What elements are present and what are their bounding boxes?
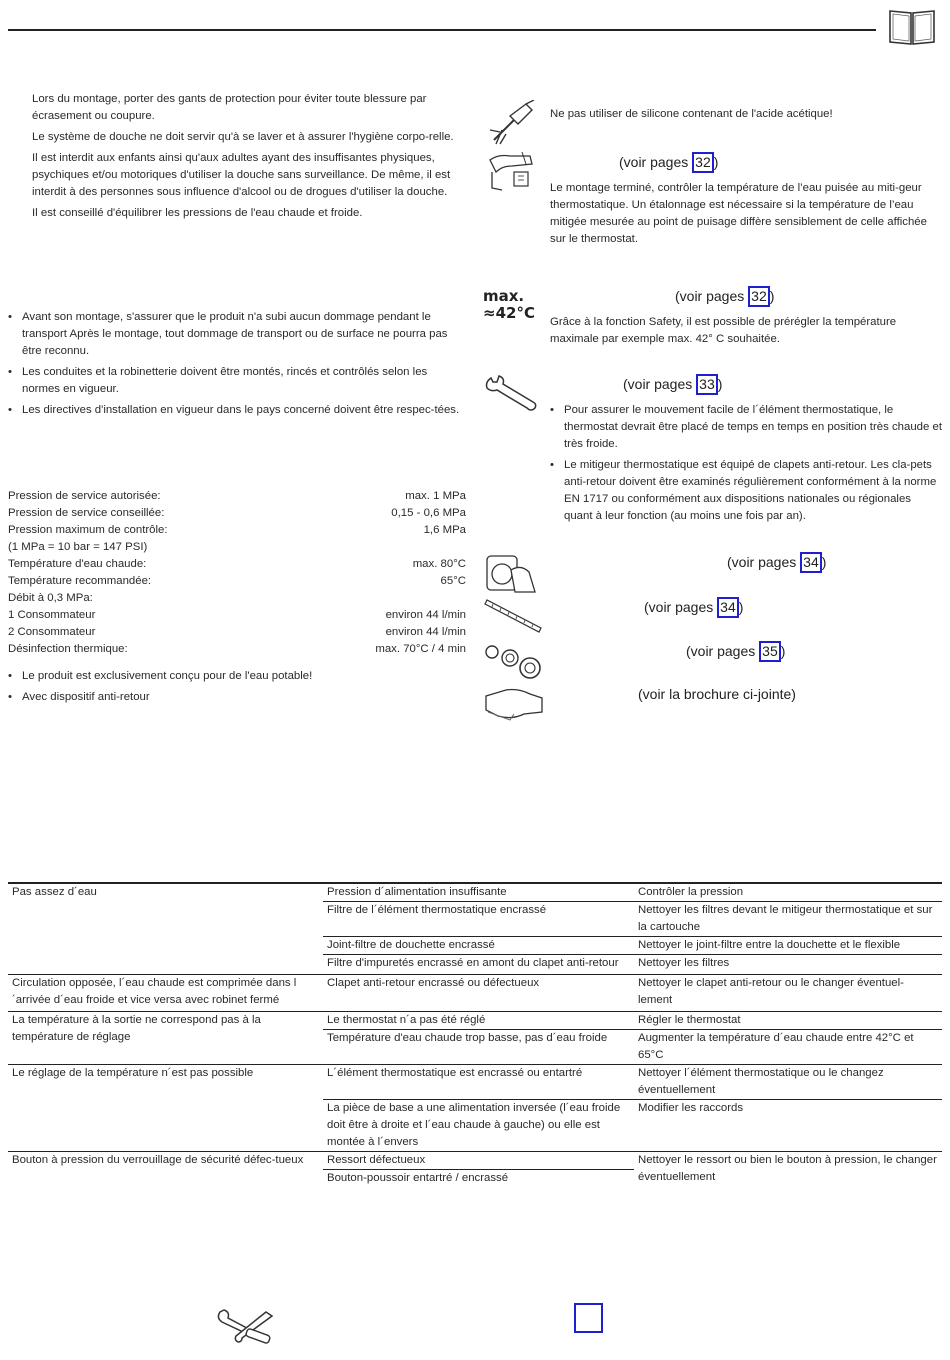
table-row: Filtre de l´élément thermostatique encrassé Nettoyer les filtres devant le mitigeur thermostatique et sur la cartouche — [8, 902, 942, 937]
page-link[interactable]: 34 — [717, 597, 739, 618]
calibration-page-reference: (voir pages 32 ) — [619, 152, 718, 173]
list-item: • Pour assurer le mouvement facile de l´élément thermostatique, le thermostat devrait être placé de temps en temps en position très chaude et très froide. — [550, 402, 942, 453]
max-temperature-symbol: max. ≈42°C — [483, 287, 535, 322]
spare-parts-page-reference: (voir pages 35 ) — [686, 641, 785, 662]
list-item: • Les conduites et la robinetterie doivent être montés, rincés et contrôlés selon les normes en vigueur. — [8, 364, 468, 398]
wrench-icon — [483, 374, 541, 414]
thermometer-hand-icon — [488, 150, 538, 192]
operation-page-reference: (voir pages 34 ) — [727, 552, 826, 573]
thermostat-handle-icon — [485, 554, 537, 596]
maintenance-page-reference: (voir pages 33 ) — [623, 374, 722, 395]
open-book-icon — [887, 8, 937, 46]
dimensions-page-reference: (voir pages 34 ) — [644, 597, 743, 618]
table-row: Température d'eau chaude trop basse, pas d´eau froide Augmenter la température d´eau chaude entre 42°C et 65°C — [8, 1030, 942, 1065]
spec-row: 2 Consommateur environ 44 l/min — [8, 626, 466, 638]
page-number-box — [574, 1303, 603, 1333]
safety-function-text: Grâce à la fonction Safety, il est possible de prérégler la température maximale par exemple max. 42° C souhaitée. — [550, 316, 897, 345]
list-item: • Le produit est exclusivement conçu pour de l'eau potable! — [8, 668, 466, 685]
list-item: • Avant son montage, s'assurer que le produit n'a subi aucun dommage pendant le transport Après le montage, tout dommage de transport ou de surface ne pourra pas être reconnu. — [8, 309, 468, 360]
list-item: • Les directives d'installation en vigueur dans le pays concerné doivent être respec-tées. — [8, 402, 468, 419]
header-rule — [8, 29, 876, 31]
cleaning-brochure-reference: (voir la brochure ci-jointe) — [638, 686, 796, 702]
table-row: Bouton à pression du verrouillage de sécurité défec-tueux Ressort défectueux Nettoyer le ressort ou bien le bouton à pression, le changer éventuellement — [8, 1152, 942, 1170]
table-row: Filtre d'impuretés encrassé en amont du clapet anti-retour Nettoyer les filtres — [8, 955, 942, 975]
installation-notes — [8, 309, 468, 423]
safety-notes — [32, 91, 466, 226]
cleaning-hand-icon — [484, 686, 544, 722]
table-row: Bouton-poussoir entartré / encrassé — [8, 1170, 942, 1188]
list-item: • Avec dispositif anti-retour — [8, 689, 466, 706]
spec-row: Débit à 0,3 MPa: — [8, 592, 93, 604]
table-row: Circulation opposée, l´eau chaude est comprimée dans l´arrivée d´eau froide et vice versa avec robinet fermé Clapet anti-retour encrassé ou défectueux Nettoyer le clapet anti-retour ou le changer éventuel-lement — [8, 975, 942, 1012]
table-row: Le réglage de la température n´est pas possible L´élément thermostatique est encrassé ou entartré Nettoyer l´élément thermostatique ou le changez éventuellement — [8, 1065, 942, 1100]
tools-icon — [216, 1306, 274, 1348]
calibration-text: Le montage terminé, contrôler la température de l’eau puisée au miti-geur thermostatique. Un étalonnage est nécessaire si la température de l’eau mitigée mesurée au point de puisage diffère sensiblement de celle affichée sur le thermostat. — [550, 182, 927, 245]
spare-parts-icon — [484, 640, 542, 682]
table-row: Pas assez d´eau Pression d´alimentation insuffisante Contrôler la pression — [8, 883, 942, 902]
spec-row: 1 Consommateur environ 44 l/min — [8, 609, 466, 621]
spec-row: Température d'eau chaude: max. 80°C — [8, 558, 466, 570]
spec-row: Pression maximum de contrôle: 1,6 MPa — [8, 524, 466, 536]
safety-paragraph: Lors du montage, porter des gants de protection pour éviter toute blessure par écrasement ou coupure. — [32, 93, 427, 122]
page-link[interactable]: 33 — [696, 374, 718, 395]
table-row: La pièce de base a une alimentation inversée (l´eau froide doit être à droite et l´eau chaude à gauche) ou elle est montée à l´envers Modifier les raccords — [8, 1100, 942, 1152]
safety-paragraph: Le système de douche ne doit servir qu'à se laver et à assurer l'hygiène corpo-relle. — [32, 131, 454, 143]
spec-row: Température recommandée: 65°C — [8, 575, 466, 587]
silicone-note: Ne pas utiliser de silicone contenant de l'acide acétique! — [550, 108, 833, 120]
spec-row: Pression de service conseillée: 0,15 - 0,6 MPa — [8, 507, 466, 519]
silicone-gun-icon — [488, 100, 538, 146]
page-link[interactable]: 32 — [692, 152, 714, 173]
spec-row: Désinfection thermique: max. 70°C / 4 min — [8, 643, 466, 655]
spec-row: Pression de service autorisée: max. 1 MPa — [8, 490, 466, 502]
spec-row: (1 MPa = 10 bar = 147 PSI) — [8, 541, 148, 553]
page-link[interactable]: 35 — [759, 641, 781, 662]
page-link[interactable]: 32 — [748, 286, 770, 307]
maintenance-list — [550, 402, 942, 529]
page-link[interactable]: 34 — [800, 552, 822, 573]
ruler-icon — [483, 598, 543, 638]
safety-paragraph: Il est conseillé d'équilibrer les pressions de l'eau chaude et froide. — [32, 207, 363, 219]
table-row: La température à la sortie ne correspond pas à la température de réglage Le thermostat n´a pas été réglé Régler le thermostat — [8, 1012, 942, 1030]
table-row: Joint-filtre de douchette encrassé Nettoyer le joint-filtre entre la douchette et le flexible — [8, 937, 942, 955]
technical-data — [8, 488, 466, 710]
safety-paragraph: Il est interdit aux enfants ainsi qu'aux adultes ayant des insuffisantes physiques, psychiques et/ou motoriques d'utiliser la douche sans surveillance. De même, il est interdit à des personnes sous influence d'alcool ou de drogues d'utiliser la douche. — [32, 152, 451, 198]
list-item: • Le mitigeur thermostatique est équipé de clapets anti-retour. Les cla-pets anti-retour doivent être examinés régulièrement conformément à la norme EN 1717 ou conformément aux dispositions nationales ou régionales quant à leur fonction (au moins une fois par an). — [550, 457, 942, 525]
troubleshooting-table — [8, 882, 942, 1187]
safety-function-page-reference: (voir pages 32 ) — [675, 286, 774, 307]
